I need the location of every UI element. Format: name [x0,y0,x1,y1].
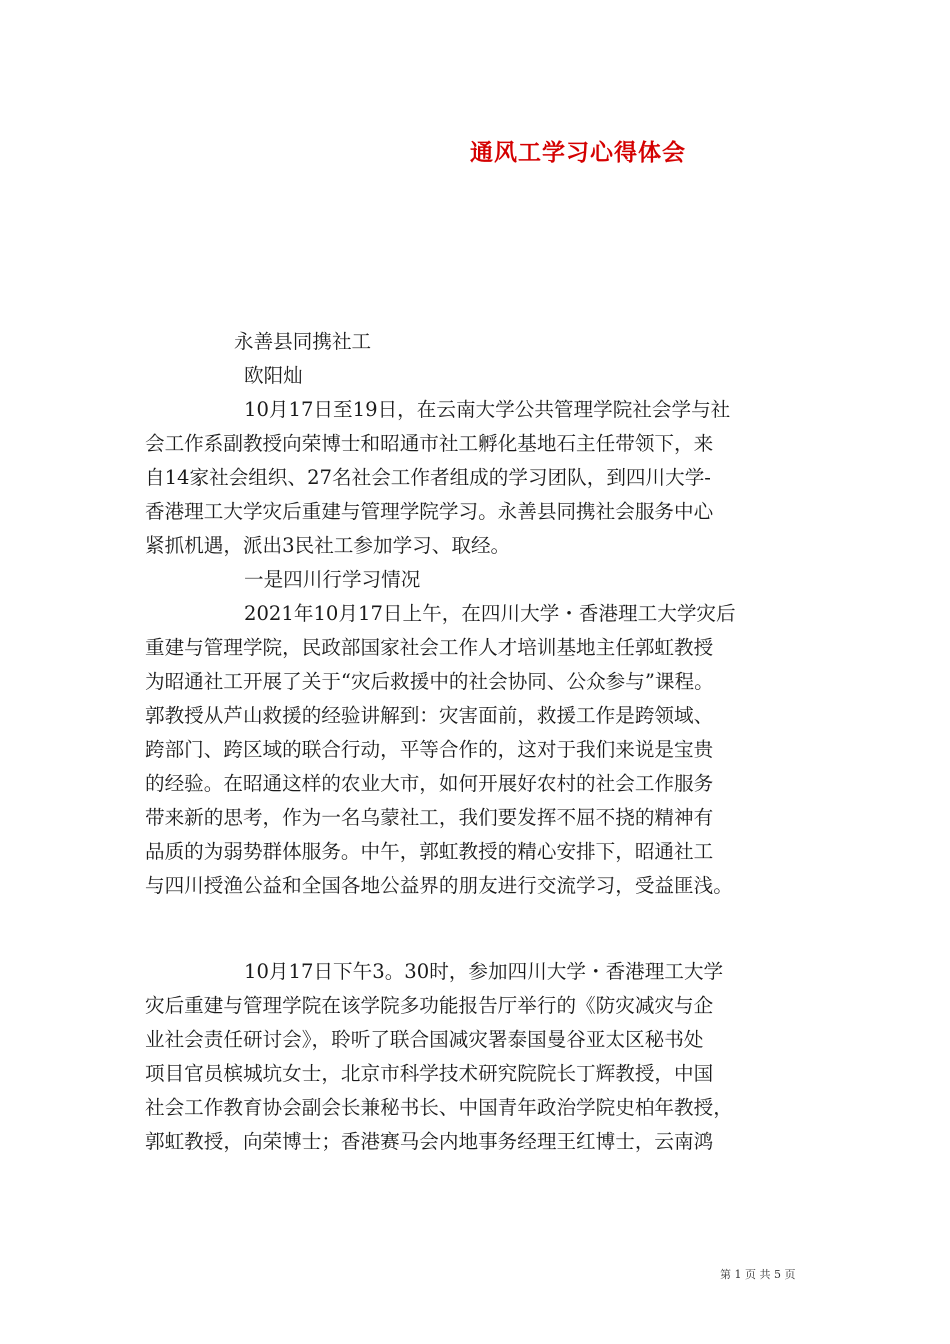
document-title: 通风工学习心得体会 [470,139,686,166]
body-line: 社会工作教育协会副会长兼秘书长、中国青年政治学院史柏年教授， [145,1096,733,1119]
body-line: 带来新的思考，作为一名乌蒙社工，我们要发挥不屈不挠的精神有 [145,806,714,829]
body-line: 与四川授渔公益和全国各地公益界的朋友进行交流学习，受益匪浅。 [145,874,733,897]
body-line: 业社会责任研讨会》，聆听了联合国减灾署泰国曼谷亚太区秘书处 [145,1028,704,1051]
body-line: 香港理工大学灾后重建与管理学院学习。永善县同携社会服务中心 [145,500,714,523]
body-line: 会工作系副教授向荣博士和昭通市社工孵化基地石主任带领下，来 [145,432,714,455]
body-line: 项目官员槟城坑女士，北京市科学技术研究院院长丁辉教授，中国 [145,1062,714,1085]
body-line: 紧抓机遇，派出3民社工参加学习、取经。 [145,534,511,557]
body-line: 品质的为弱势群体服务。中午，郭虹教授的精心安排下，昭通社工 [145,840,714,863]
body-line: 10月17日下午3。30时，参加四川大学・香港理工大学 [244,960,724,983]
section-heading: 一是四川行学习情况 [244,568,421,591]
body-line: 10月17日至19日，在云南大学公共管理学院社会学与社 [244,398,731,421]
body-line: 为昭通社工开展了关于“灾后救援中的社会协同、公众参与”课程。 [145,670,714,693]
body-line: 灾后重建与管理学院在该学院多功能报告厅举行的《防灾减灾与企 [145,994,714,1017]
body-line: 欧阳灿 [244,364,303,387]
body-line: 郭虹教授，向荣博士；香港赛马会内地事务经理王红博士，云南鸿 [145,1130,714,1153]
body-line: 跨部门、跨区域的联合行动，平等合作的，这对于我们来说是宝贵 [145,738,714,761]
body-line: 重建与管理学院，民政部国家社会工作人才培训基地主任郭虹教授 [145,636,714,659]
body-line: 自14家社会组织、27名社会工作者组成的学习团队，到四川大学- [145,466,711,489]
body-line: 的经验。在昭通这样的农业大市，如何开展好农村的社会工作服务 [145,772,714,795]
body-line: 郭教授从芦山救援的经验讲解到：灾害面前，救援工作是跨领域、 [145,704,714,727]
body-line: 永善县同携社工 [234,330,372,353]
page-number: 第 1 页 共 5 页 [720,1268,796,1281]
body-line: 2021年10月17日上午，在四川大学・香港理工大学灾后 [244,602,736,625]
